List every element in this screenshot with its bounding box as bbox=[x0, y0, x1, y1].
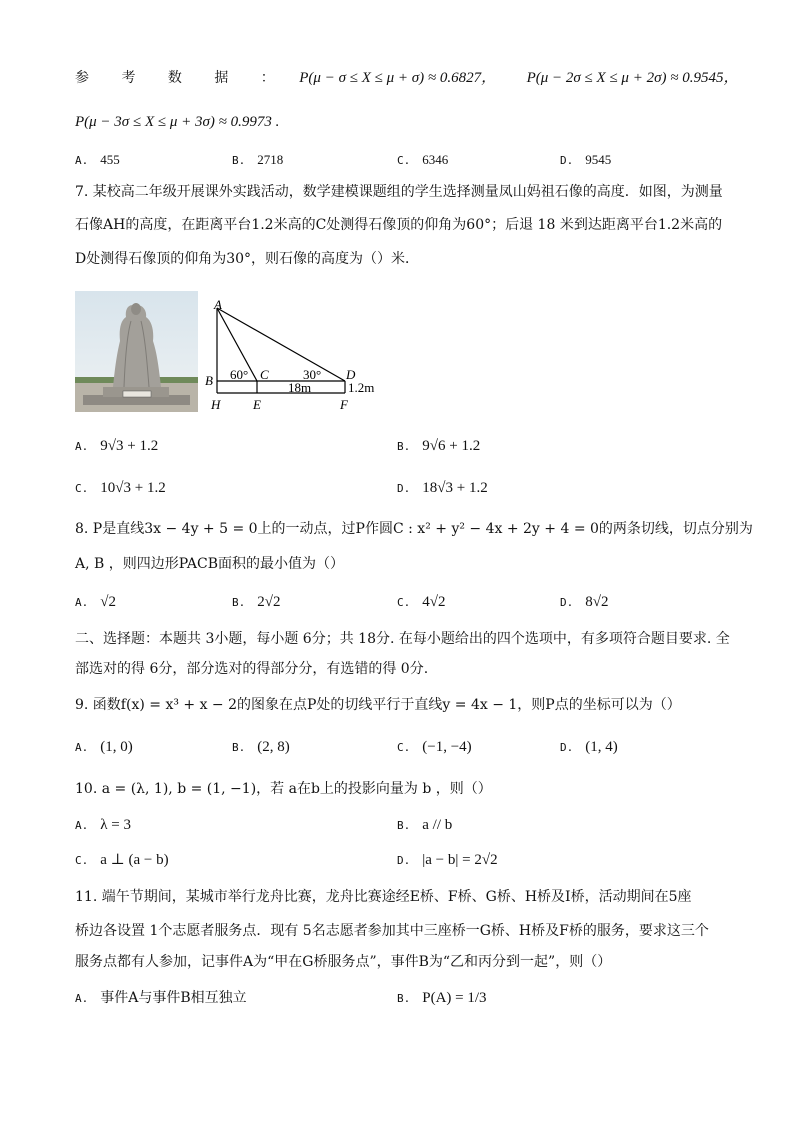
q10-option-a[interactable]: A. λ = 3 bbox=[75, 817, 131, 833]
angle-60-label: 60° bbox=[230, 367, 249, 382]
label-e: E bbox=[253, 397, 261, 412]
q7-option-c[interactable]: C. 10√3 + 1.2 bbox=[75, 480, 166, 496]
q9-option-b[interactable]: B. (2, 8) bbox=[232, 739, 290, 755]
q10-option-b[interactable]: B. a // b bbox=[397, 817, 453, 833]
q9-option-d[interactable]: D. (1, 4) bbox=[560, 739, 618, 755]
q7-option-d[interactable]: D. 18√3 + 1.2 bbox=[397, 480, 488, 496]
label-c: C bbox=[260, 367, 269, 382]
q8-stem-line-1: 8. P是直线3x − 4y + 5 = 0上的一动点，过P作圆C : x² + y² − 4x + 2y + 4 = 0的两条切线，切点分别为 bbox=[75, 521, 753, 537]
distance-label: 18m bbox=[288, 380, 312, 395]
q9-option-c[interactable]: C. (−1, −4) bbox=[397, 739, 472, 755]
section2-instructions-line-1: 二、选择题：本题共 3小题，每小题 6分；共 18分. 在每小题给出的四个选项中，有多项符合题目要求. 全 bbox=[75, 631, 730, 647]
label-d: D bbox=[346, 367, 356, 382]
q7-stem-line-3: D处测得石像顶的仰角为30°，则石像的高度为（）米． bbox=[75, 251, 420, 267]
label-b: B bbox=[205, 373, 213, 388]
reference-formula-2: P(μ − 2σ ≤ X ≤ μ + 2σ) ≈ 0.9545， bbox=[526, 70, 739, 86]
q8-option-a[interactable]: A. √2 bbox=[75, 594, 116, 610]
q6-option-d[interactable]: D. 9545 bbox=[560, 152, 612, 167]
q10-stem: 10. a = (λ, 1), b = (1, −1)，若 a在b上的投影向量为 b ，则（） bbox=[75, 781, 492, 797]
q11-stem-line-3: 服务点都有人参加，记事件A为“甲在G桥服务点”，事件B为“乙和丙分到一起”，则（） bbox=[75, 954, 612, 970]
reference-formula-1: P(μ − σ ≤ X ≤ μ + σ) ≈ 0.6827， bbox=[299, 70, 497, 86]
q10-option-d[interactable]: D. |a − b| = 2√2 bbox=[397, 852, 498, 868]
label-a: A bbox=[214, 297, 222, 312]
q6-option-a[interactable]: A. 455 bbox=[75, 152, 120, 167]
elevation-diagram bbox=[204, 297, 384, 415]
statue-photo bbox=[75, 291, 198, 412]
q11-stem-line-2: 桥边各设置 1个志愿者服务点．现有 5名志愿者参加其中三座桥一G桥、H桥及F桥的服务，要求这三个 bbox=[75, 923, 709, 939]
q11-stem-line-1: 11. 端午节期间，某城市举行龙舟比赛，龙舟比赛途经E桥、F桥、G桥、H桥及I桥，活动期间在5座 bbox=[75, 889, 692, 905]
q8-option-c[interactable]: C. 4√2 bbox=[397, 594, 446, 610]
q7-option-a[interactable]: A. 9√3 + 1.2 bbox=[75, 438, 159, 454]
q7-option-b[interactable]: B. 9√6 + 1.2 bbox=[397, 438, 481, 454]
q7-stem-line-1: 7. 某校高二年级开展课外实践活动，数学建模课题组的学生选择测量凤山妈祖石像的高度．如图，为测量 bbox=[75, 184, 723, 200]
q9-option-a[interactable]: A. (1, 0) bbox=[75, 739, 133, 755]
label-f: F bbox=[340, 397, 348, 412]
q8-option-d[interactable]: D. 8√2 bbox=[560, 594, 609, 610]
height-label: 1.2m bbox=[348, 380, 375, 395]
section2-instructions-line-2: 部选对的得 6分，部分选对的得部分分，有选错的得 0分. bbox=[75, 661, 429, 677]
reference-data-line-1 bbox=[75, 68, 738, 88]
q6-option-b[interactable]: B. 2718 bbox=[232, 152, 284, 167]
q10-option-c[interactable]: C. a ⊥ (a − b) bbox=[75, 852, 169, 868]
q9-stem: 9. 函数f(x) = x³ + x − 2的图象在点P处的切线平行于直线y = 4x − 1，则P点的坐标可以为（） bbox=[75, 697, 681, 713]
label-h: H bbox=[211, 397, 221, 412]
reference-formula-3: P(μ − 3σ ≤ X ≤ μ + 3σ) ≈ 0.9973 . bbox=[75, 114, 280, 130]
q8-option-b[interactable]: B. 2√2 bbox=[232, 594, 281, 610]
q7-stem-line-2: 石像AH的高度，在距离平台1.2米高的C处测得石像顶的仰角为60°；后退 18 米到达距离平台1.2米高的 bbox=[75, 217, 723, 233]
q8-stem-line-2: A, B ，则四边形PACB面积的最小值为（） bbox=[75, 556, 344, 572]
reference-data-label: 参 考 数 据 ： bbox=[75, 70, 289, 86]
q11-option-a[interactable]: A. 事件A与事件B相互独立 bbox=[75, 990, 247, 1006]
angle-30-label: 30° bbox=[303, 367, 322, 382]
q11-option-b[interactable]: B. P(A) = 1/3 bbox=[397, 990, 487, 1006]
q6-option-c[interactable]: C. 6346 bbox=[397, 152, 449, 167]
